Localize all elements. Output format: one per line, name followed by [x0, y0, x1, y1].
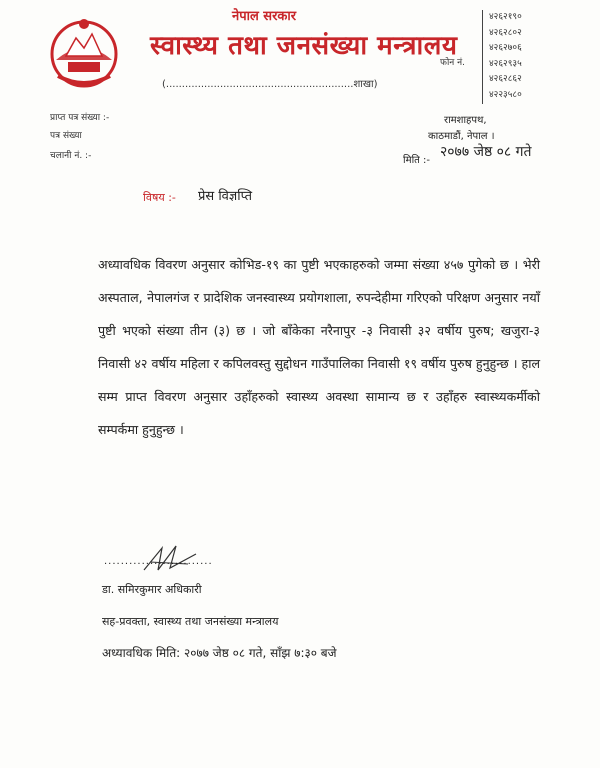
dispatch-no: चलानी नं. :- [50, 151, 92, 161]
phone-number: ४२२३५८० [489, 89, 522, 100]
date-label: मिति :- [403, 155, 431, 166]
subject-value: प्रेस विज्ञप्ति [198, 189, 253, 204]
ministry-name: स्वास्थ्य तथा जनसंख्या मन्त्रालय [150, 31, 458, 61]
letter-no: पत्र संख्या [50, 131, 82, 141]
signatory-designation: सह-प्रवक्ता, स्वास्थ्य तथा जनसंख्या मन्त्रालय [102, 615, 279, 628]
shakha-line: (...........................................................शाखा) [162, 79, 378, 90]
signatory-name: डा. समिरकुमार अधिकारी [102, 583, 202, 596]
phone-list [482, 10, 522, 104]
phone-number: ४२६२८६२ [489, 74, 522, 85]
phone-number: ४२६२८०२ [489, 27, 522, 38]
nepal-emblem-icon [44, 16, 124, 88]
government-name: नेपाल सरकार [232, 9, 297, 24]
signature-dots: .......................... [104, 556, 213, 567]
phone-number: ४२६२९३५ [489, 58, 522, 69]
press-release-body: अध्यावधिक विवरण अनुसार कोभिड-१९ का पुष्टी भएकाहरुको जम्मा संख्या ४५७ पुगेको छ । भेरी अस्पताल, नेपालगंज र प्रादेशिक जनस्वास्थ्य प्रयोगशाला, रुपन्देहीमा गरिएको परिक्षण अनुसार नयाँ पुष्टी भएको संख्या तीन (३) छ । जो बाँकेका नरैनापुर -३ निवासी ३२ वर्षीय पुरुष; खजुरा-३ निवासी ४२ वर्षीय महिला र कपिलवस्तु सुद्दोधन गाउँपालिका निवासी १९ वर्षीय पुरुष हुनुहुन्छ । हाल सम्म प्राप्त विवरण अनुसार उहाँहरुको स्वास्थ्य अवस्था सामान्य छ र उहाँहरु स्वास्थ्यकर्मीको सम्पर्कमा हुनुहुन्छ । [98, 257, 540, 437]
address-line2: काठमाडौं, नेपाल । [428, 131, 495, 142]
received-letter-no: प्राप्त पत्र संख्या :- [50, 113, 110, 123]
subject-label: विषय :- [143, 191, 176, 204]
phone-number: ४२६२७०६ [489, 43, 522, 54]
phone-number: ४२६२१९० [489, 12, 522, 22]
phone-label: फोन नं. [440, 58, 465, 68]
updated-datetime: अध्यावधिक मिति: २०७७ जेष्ठ ०८ गते, साँझ ७:३० बजे [102, 646, 337, 660]
date-value: २०७७ जेष्ठ ०८ गते [440, 144, 532, 160]
address-line1: रामशाहपथ, [444, 115, 487, 126]
